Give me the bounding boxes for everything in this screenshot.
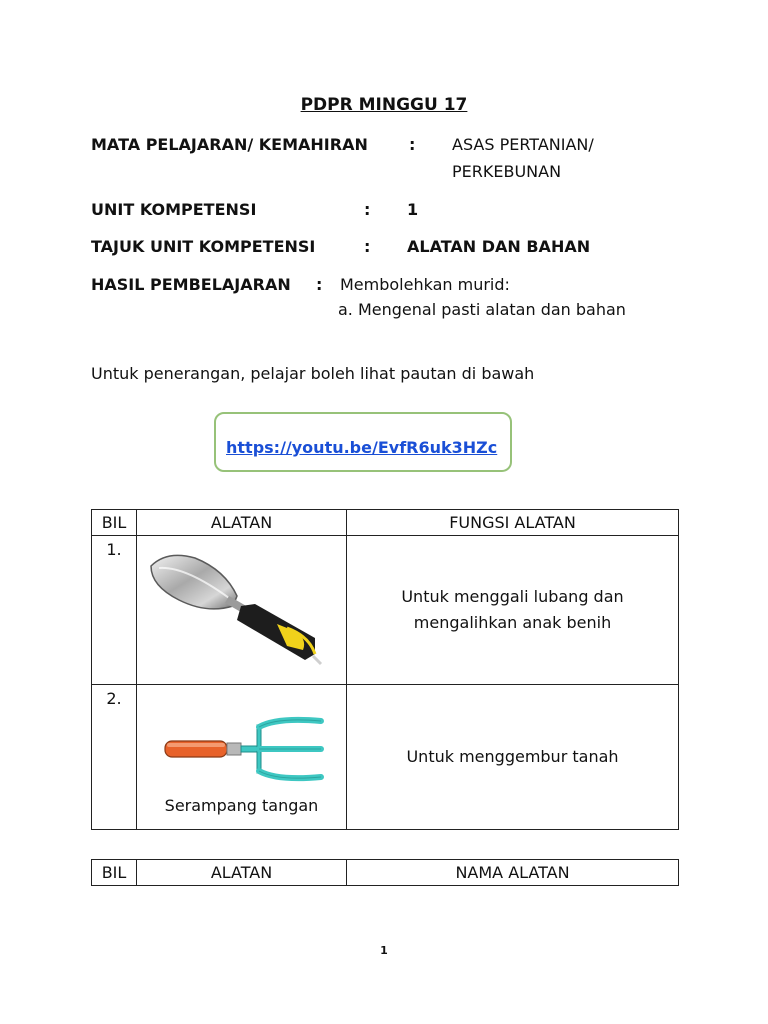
page-number: 1 (380, 944, 388, 957)
tool-function: Untuk menggembur tanah (347, 685, 679, 830)
tool-function: Untuk menggali lubang dan mengalihkan anak benih (347, 536, 679, 685)
tool-image-cell (137, 685, 347, 830)
video-link[interactable]: https://youtu.be/EvfR6uk3HZc (226, 438, 498, 457)
unit-label: UNIT KOMPETENSI (91, 200, 257, 219)
outcome-value-line2: a. Mengenal pasti alatan dan bahan (338, 300, 626, 319)
subject-value-line2: PERKEBUNAN (452, 162, 562, 181)
tool-caption: Serampang tangan (164, 796, 319, 815)
topic-label: TAJUK UNIT KOMPETENSI (91, 237, 316, 256)
page-title: PDPR MINGGU 17 (300, 95, 468, 115)
intro-text: Untuk penerangan, pelajar boleh lihat pautan di bawah (91, 364, 535, 383)
row-number: 2. (92, 685, 137, 830)
topic-value: ALATAN DAN BAHAN (407, 237, 591, 256)
outcome-value-line1: Membolehkan murid: (340, 275, 510, 294)
subject-label: MATA PELAJARAN/ KEMAHIRAN (91, 135, 368, 154)
row-number: 1. (92, 536, 137, 685)
unit-value: 1 (407, 200, 419, 219)
subject-value-line1: ASAS PERTANIAN/ (452, 135, 594, 154)
outcome-label: HASIL PEMBELAJARAN (91, 275, 291, 294)
table-row (92, 685, 679, 830)
unit-colon: : (364, 200, 371, 219)
column-header-fungsi: FUNGSI ALATAN (347, 510, 679, 536)
table-header-row (92, 860, 679, 886)
trowel-icon (137, 536, 347, 680)
outcome-colon: : (316, 275, 323, 294)
column-header-bil: BIL (92, 860, 137, 886)
subject-colon: : (409, 135, 416, 154)
tools-name-table (91, 859, 679, 886)
column-header-nama: NAMA ALATAN (347, 860, 679, 886)
table-row (92, 536, 679, 685)
tool-image-cell (137, 536, 347, 685)
hand-fork-icon (137, 705, 347, 785)
tools-function-table (91, 509, 679, 830)
table-header-row (92, 510, 679, 536)
column-header-bil: BIL (92, 510, 137, 536)
column-header-alatan: ALATAN (137, 510, 347, 536)
topic-colon: : (364, 237, 371, 256)
column-header-alatan: ALATAN (137, 860, 347, 886)
